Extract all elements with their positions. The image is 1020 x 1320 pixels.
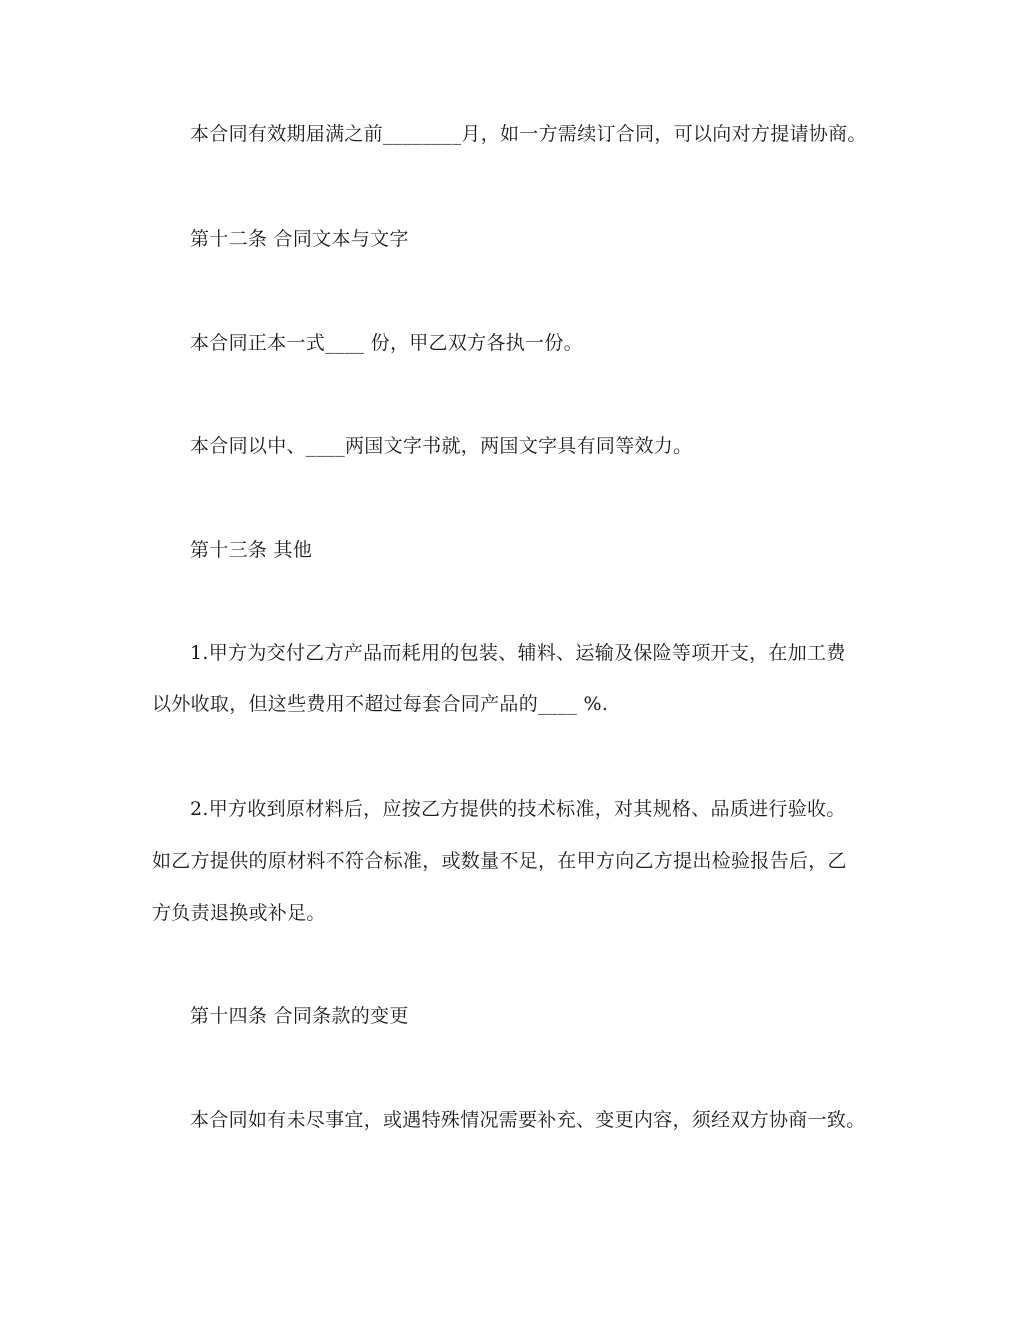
clause-1-line-2: 以外收取，但这些费用不超过每套合同产品的____ %. (152, 693, 609, 715)
clause-2-line-1: 2.甲方收到原材料后，应按乙方提供的技术标准，对其规格、品质进行验收。 (190, 798, 846, 820)
copies-paragraph: 本合同正本一式____ 份，甲乙双方各执一份。 (190, 332, 583, 354)
clause-2-line-3: 方负责退换或补足。 (152, 902, 326, 924)
clause-2-line-2: 如乙方提供的原材料不符合标准，或数量不足，在甲方向乙方提出检验报告后，乙 (152, 850, 847, 872)
clause-1-line-1: 1.甲方为交付乙方产品而耗用的包装、辅料、运输及保险等项开支，在加工费 (190, 642, 846, 664)
language-paragraph: 本合同以中、____两国文字书就，两国文字具有同等效力。 (190, 435, 693, 457)
article-13-heading: 第十三条 其他 (190, 539, 313, 561)
amendment-paragraph: 本合同如有未尽事宜，或遇特殊情况需要补充、变更内容，须经双方协商一致。 (190, 1109, 866, 1131)
renewal-paragraph: 本合同有效期届满之前________月，如一方需续订合同，可以向对方提请协商。 (190, 123, 867, 145)
article-12-heading: 第十二条 合同文本与文字 (190, 228, 409, 250)
article-14-heading: 第十四条 合同条款的变更 (190, 1005, 409, 1027)
